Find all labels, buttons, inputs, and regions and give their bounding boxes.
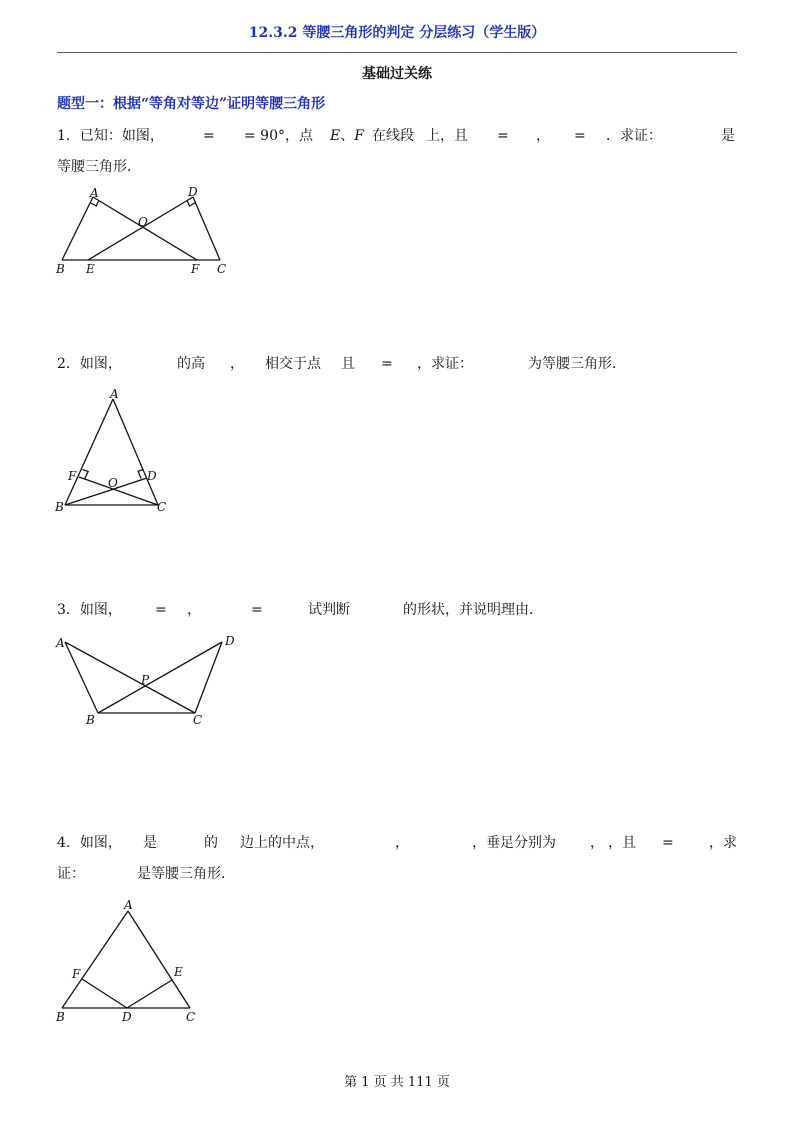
q1-label-a: A bbox=[90, 186, 99, 200]
q2-label-f: F bbox=[68, 469, 77, 483]
question-type-title: 题型一：根据“等角对等边”证明等腰三角形 bbox=[57, 96, 326, 112]
q2-number: 2．如图， bbox=[57, 356, 122, 372]
q3-eq1: = bbox=[155, 602, 167, 618]
document-header: 12.3.2 等腰三角形的判定 分层练习（学生版） bbox=[248, 25, 546, 41]
q4-label-d: D bbox=[122, 1010, 132, 1024]
q3-segment-cd bbox=[195, 642, 222, 713]
q2-prove: ，求证： bbox=[417, 356, 473, 372]
q1-label-f: F bbox=[191, 262, 200, 276]
q1-eq2: = 90°，点 bbox=[244, 128, 313, 144]
q2-and: 且 bbox=[341, 356, 355, 372]
q2-label-b: B bbox=[55, 500, 64, 514]
q1-number: 1．已知：如图， bbox=[57, 128, 164, 144]
q3-label-c: C bbox=[193, 713, 203, 727]
q1-and: 上，且 bbox=[426, 128, 468, 144]
q4-label-e: E bbox=[174, 965, 183, 979]
q4-label-a: A bbox=[124, 898, 133, 912]
page-footer: 第 1 页 共 111 页 bbox=[344, 1075, 450, 1090]
q2-figure bbox=[50, 383, 180, 523]
q2-segment-ac bbox=[113, 399, 158, 505]
q1-label-c: C bbox=[217, 262, 227, 276]
q1-is: 是 bbox=[721, 128, 735, 144]
q4-and: ，且 bbox=[608, 835, 636, 851]
q4-segment-de bbox=[127, 980, 172, 1008]
q3-segment-bd bbox=[98, 642, 222, 713]
q1-line2: 等腰三角形． bbox=[57, 159, 141, 175]
q2-result: 为等腰三角形． bbox=[528, 356, 626, 372]
q3-judge: 试判断 bbox=[308, 602, 350, 618]
q4-comma1: ， bbox=[395, 835, 409, 851]
q3-number: 3．如图， bbox=[57, 602, 122, 618]
q2-right-angle-f bbox=[83, 470, 89, 479]
q1-label-d: D bbox=[188, 185, 198, 199]
q4-eq: = bbox=[662, 835, 674, 851]
q1-line1 bbox=[57, 126, 164, 146]
q4-ask: ，求 bbox=[709, 835, 737, 851]
q3-segment-ab bbox=[65, 642, 98, 713]
q2-segment-ab bbox=[65, 399, 113, 505]
q1-eq4: = bbox=[574, 128, 586, 144]
q3-label-a: A bbox=[56, 636, 65, 650]
q1-eq3: = bbox=[497, 128, 509, 144]
section-title: 基础过关练 bbox=[362, 66, 432, 82]
q2-eq: = bbox=[381, 356, 393, 372]
q2-segment-bd bbox=[65, 478, 147, 505]
q3-shape: 的形状，并说明理由． bbox=[403, 602, 543, 618]
q1-point-e: E、F bbox=[330, 128, 364, 144]
q2-height: 的高 bbox=[177, 356, 205, 372]
q1-segment-cd bbox=[193, 197, 220, 260]
header-rule bbox=[57, 52, 737, 53]
q2-comma: ， bbox=[230, 356, 244, 372]
q4-prove: 证： bbox=[57, 866, 85, 882]
q1-prove: ．求证： bbox=[606, 128, 662, 144]
q1-figure bbox=[50, 185, 240, 280]
q4-segment-df bbox=[82, 979, 127, 1008]
q3-label-d: D bbox=[225, 634, 235, 648]
q3-eq2: = bbox=[251, 602, 263, 618]
q3-figure bbox=[50, 628, 250, 733]
q4-foot: ，垂足分别为 bbox=[472, 835, 556, 851]
q4-number: 4．如图， bbox=[57, 835, 122, 851]
q4-is: 是 bbox=[143, 835, 157, 851]
q2-meet: 相交于点 bbox=[265, 356, 321, 372]
q4-of: 的 bbox=[204, 835, 218, 851]
q4-label-f: F bbox=[72, 967, 81, 981]
q1-eq1: = bbox=[203, 128, 215, 144]
q2-right-angle-d bbox=[138, 470, 144, 479]
q4-segment-ac bbox=[128, 911, 190, 1008]
q3-comma: ， bbox=[187, 602, 201, 618]
q2-label-o: O bbox=[108, 476, 118, 490]
q1-segment-ba bbox=[62, 197, 93, 260]
q4-label-b: B bbox=[56, 1010, 65, 1024]
q4-figure bbox=[50, 893, 210, 1028]
q1-comma: ， bbox=[536, 128, 550, 144]
q3-segment-ac bbox=[65, 642, 195, 713]
q3-label-p: P bbox=[141, 673, 150, 687]
q4-segment-ab bbox=[62, 911, 128, 1008]
q1-on-segment: 在线段 bbox=[372, 128, 414, 144]
q4-midpoint: 边上的中点， bbox=[240, 835, 324, 851]
q1-label-e: E bbox=[86, 262, 95, 276]
q1-label-b: B bbox=[56, 262, 65, 276]
q3-label-b: B bbox=[86, 713, 95, 727]
q4-label-c: C bbox=[186, 1010, 196, 1024]
q1-label-o: O bbox=[138, 215, 148, 229]
q2-label-a: A bbox=[110, 387, 119, 401]
q4-result: 是等腰三角形． bbox=[137, 866, 235, 882]
q2-label-c: C bbox=[157, 500, 167, 514]
q4-comma2: ， bbox=[590, 835, 604, 851]
q2-label-d: D bbox=[147, 469, 157, 483]
